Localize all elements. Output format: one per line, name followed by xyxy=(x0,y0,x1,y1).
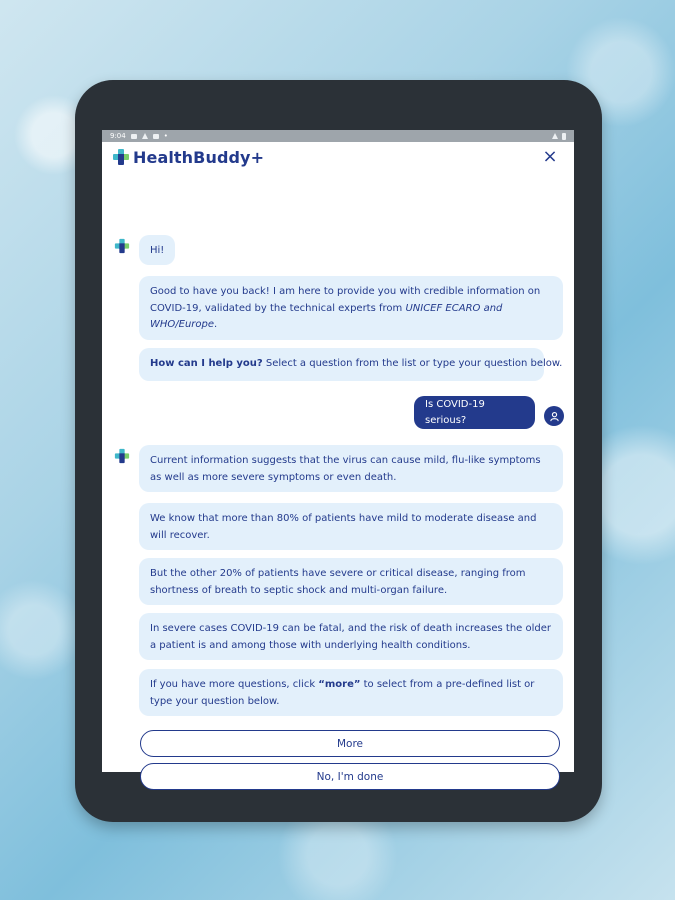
message-bold: “more” xyxy=(318,679,361,690)
message-text: . xyxy=(214,319,218,330)
app-name: HealthBuddy+ xyxy=(133,147,265,167)
tablet-frame xyxy=(75,80,602,822)
message-text: to select from a pre-defined list or type your question below. xyxy=(150,679,535,707)
warning-icon xyxy=(142,133,148,139)
bot-avatar-icon xyxy=(114,448,130,464)
done-button[interactable]: No, I'm done xyxy=(140,763,560,790)
message-text: In severe cases COVID-19 can be fatal, and the risk of death increases the older a patient is and among those with underlying health conditions. xyxy=(150,623,552,651)
message-bold: How can I help you? xyxy=(150,358,263,369)
battery-icon xyxy=(562,133,566,140)
logo-cross-icon xyxy=(112,148,130,166)
healthbuddy-logo xyxy=(112,148,264,167)
message-text: Hi! xyxy=(150,245,165,256)
message-text: Good to have you back! I am here to provide you with credible information on COVID-19, validated by the technical experts from xyxy=(150,286,541,314)
app-header xyxy=(102,142,574,172)
message-text: Is COVID-19 serious? xyxy=(425,398,485,426)
bot-message-answer-3 xyxy=(139,558,563,605)
bot-message-answer-1 xyxy=(139,445,563,492)
user-avatar-icon xyxy=(544,406,564,426)
close-icon[interactable]: × xyxy=(542,146,558,167)
more-button[interactable]: More xyxy=(140,730,560,757)
bot-message-help xyxy=(139,348,563,381)
signal-icon xyxy=(552,133,558,139)
bot-avatar-icon xyxy=(114,238,130,254)
mail-icon xyxy=(153,134,159,139)
message-text: We know that more than 80% of patients have mild to moderate disease and will recover. xyxy=(150,513,537,541)
bot-message-hi xyxy=(139,235,175,265)
person-icon xyxy=(549,411,560,422)
status-bar xyxy=(102,130,574,142)
app-screen xyxy=(102,130,574,783)
notification-icon xyxy=(131,134,137,139)
bot-message-welcome xyxy=(139,276,563,340)
message-text: If you have more questions, click xyxy=(150,679,319,690)
status-time: 9:04 xyxy=(110,132,126,140)
message-text: Select a question from the list or type your question below. xyxy=(262,358,563,369)
bot-message-answer-4 xyxy=(139,613,563,660)
message-text: But the other 20% of patients have severe or critical disease, ranging from shortness of breath to septic shock and multi-organ failure. xyxy=(150,568,526,596)
user-message xyxy=(414,396,535,429)
dot-icon: • xyxy=(163,132,168,140)
bot-message-more-info xyxy=(139,669,563,716)
bot-message-answer-2 xyxy=(139,503,563,550)
message-emphasis: UNICEF ECARO and WHO/Europe xyxy=(150,302,503,330)
message-text: Current information suggests that the virus can cause mild, flu-like symptoms as well as more severe symptoms or even death. xyxy=(150,455,541,483)
